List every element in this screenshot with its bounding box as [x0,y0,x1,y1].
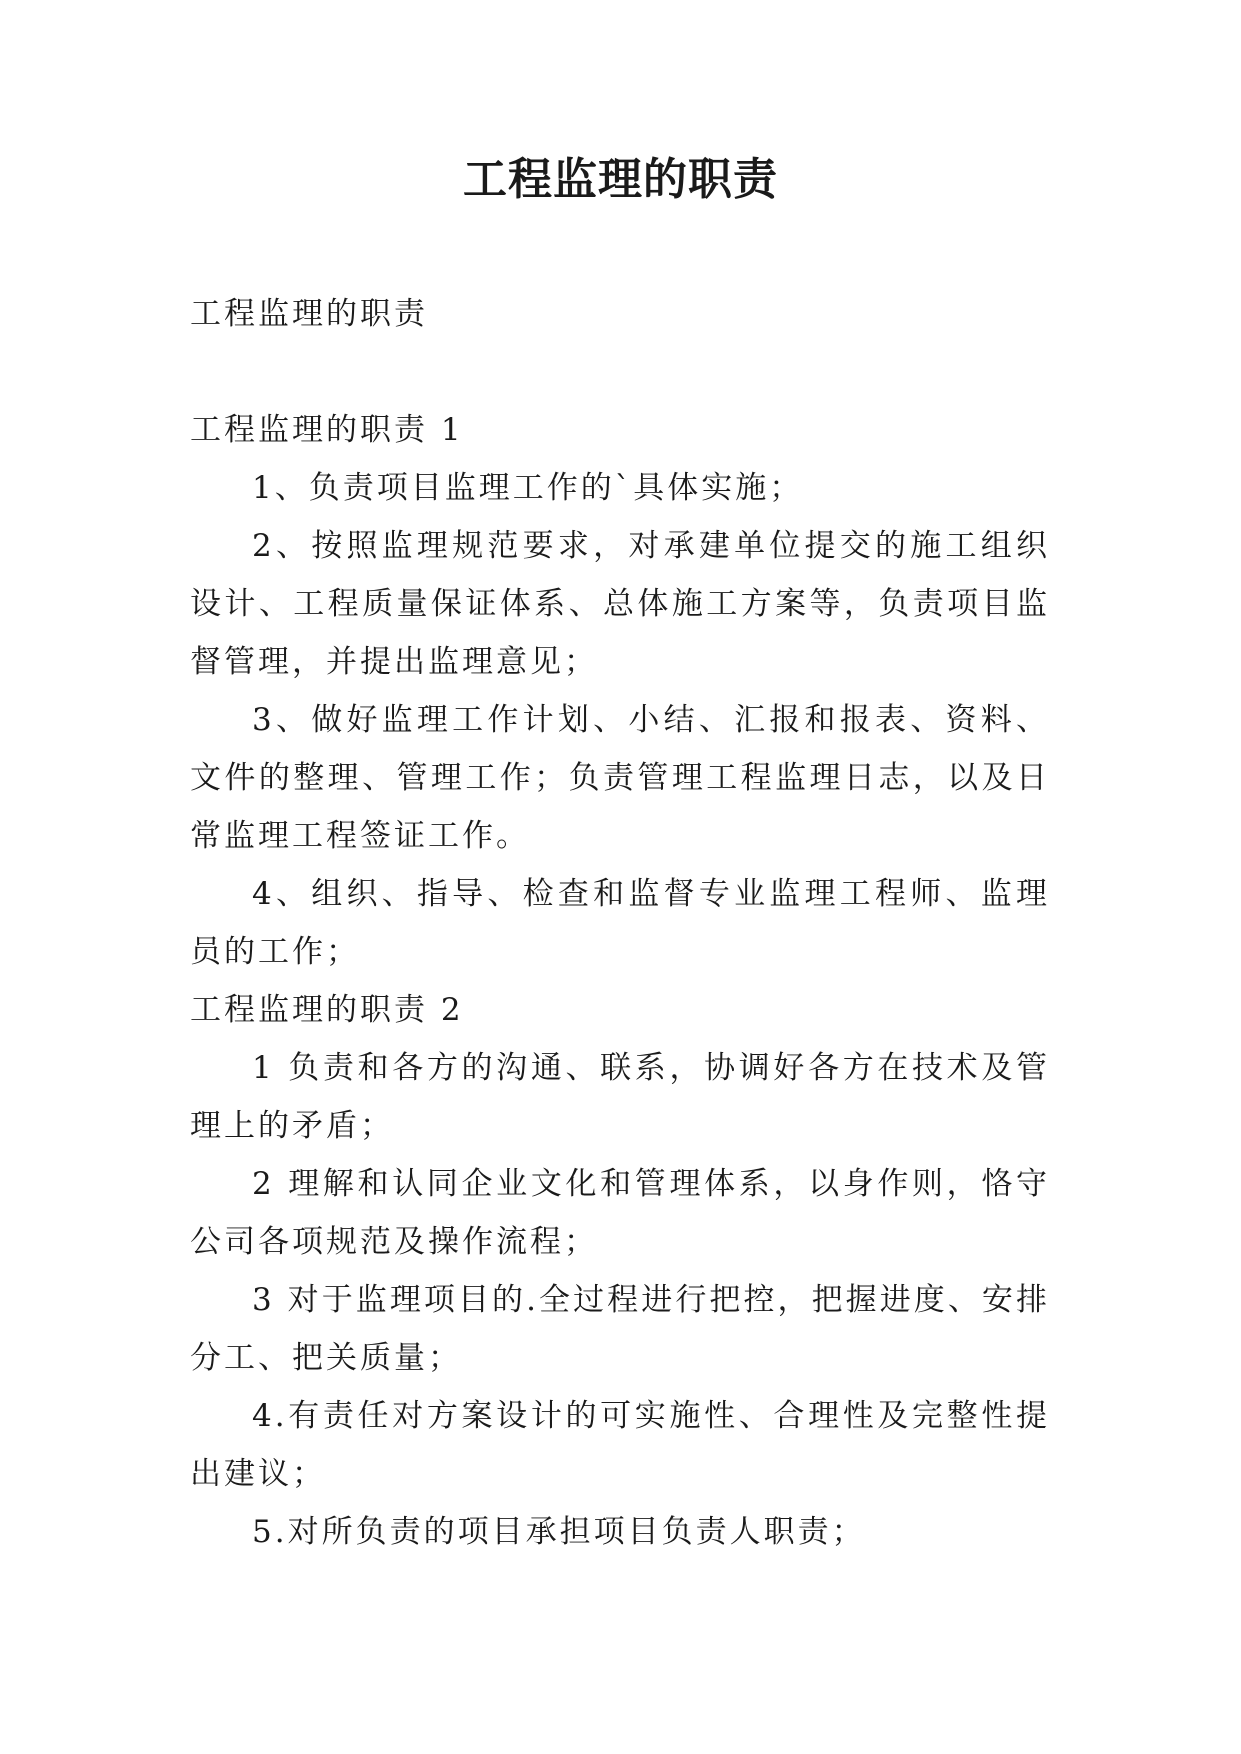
paragraph: 1 负责和各方的沟通、联系，协调好各方在技术及管理上的矛盾； [190,1050,1050,1144]
paragraph: 3、做好监理工作计划、小结、汇报和报表、资料、文件的整理、管理工作；负责管理工程监理日志，以及日常监理工程签证工作。 [190,702,1050,854]
document-subtitle: 工程监理的职责 [190,296,428,332]
paragraph: 1、负责项目监理工作的`具体实施； [252,470,804,506]
section-2 [190,981,1050,1561]
paragraph: 4.有责任对方案设计的可实施性、合理性及完整性提出建议； [190,1398,1050,1492]
paragraph: 4、组织、指导、检查和监督专业监理工程师、监理员的工作； [190,876,1050,970]
section-1 [190,401,1050,981]
document-title: 工程监理的职责 [463,154,778,205]
paragraph: 2、按照监理规范要求，对承建单位提交的施工组织设计、工程质量保证体系、总体施工方案等，负责项目监督管理，并提出监理意见； [190,528,1050,680]
section-heading: 工程监理的职责 2 [190,992,464,1028]
document-body [190,285,1050,1561]
paragraph: 3 对于监理项目的.全过程进行把控，把握进度、安排分工、把关质量； [190,1282,1050,1376]
paragraph: 5.对所负责的项目承担项目负责人职责； [252,1514,866,1550]
section-heading: 工程监理的职责 1 [190,412,464,448]
paragraph: 2 理解和认同企业文化和管理体系，以身作则，恪守公司各项规范及操作流程； [190,1166,1050,1260]
